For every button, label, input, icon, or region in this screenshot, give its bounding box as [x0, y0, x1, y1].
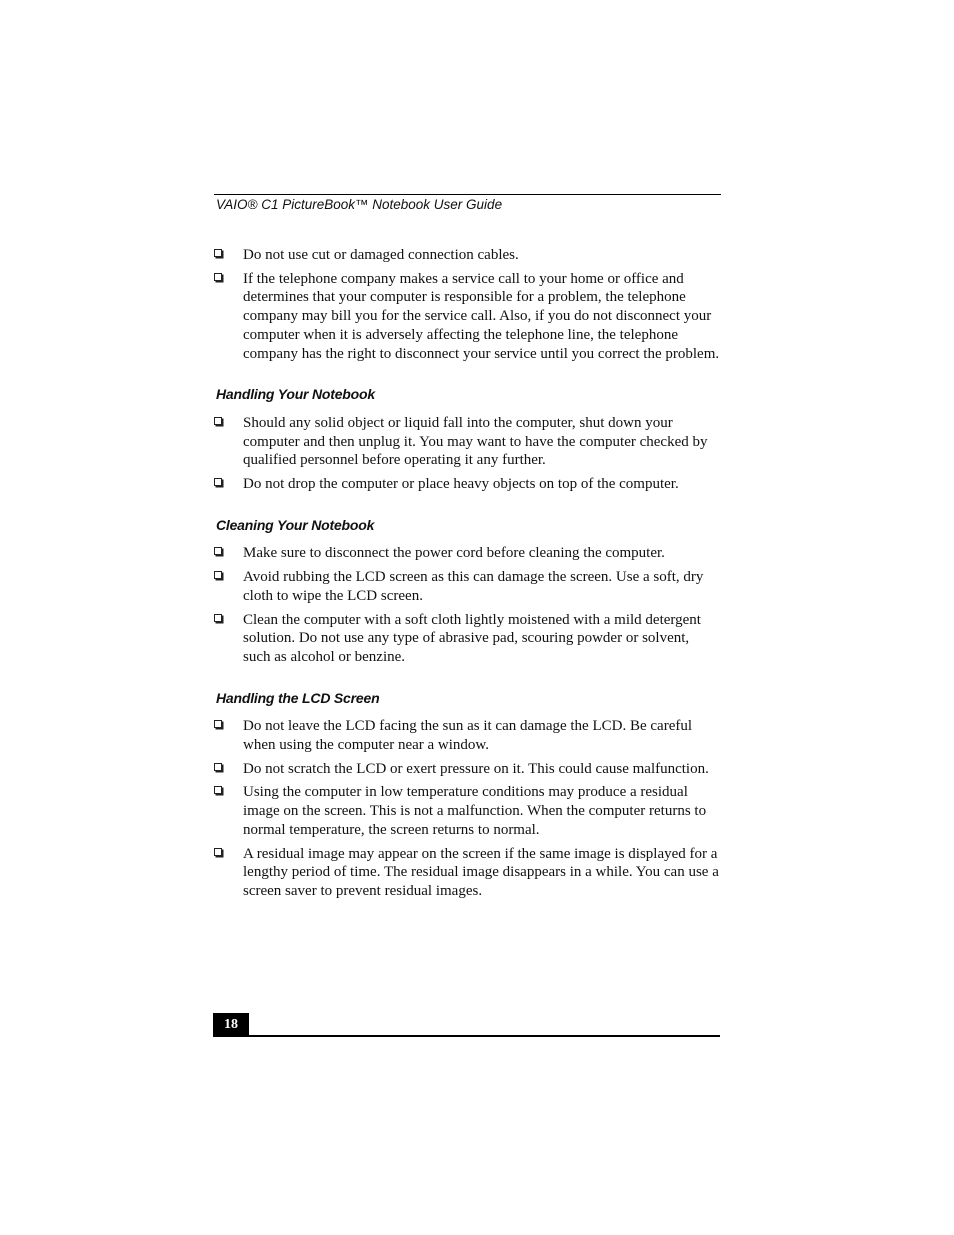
list-item [214, 783, 720, 839]
footer-rule [213, 1035, 720, 1037]
checkbox-bullet-icon [214, 249, 222, 257]
list-item-text: Make sure to disconnect the power cord before cleaning the computer. [243, 545, 665, 562]
page-footer [213, 1013, 720, 1038]
checkbox-bullet-icon [214, 720, 222, 728]
list-item [214, 611, 720, 667]
list-item [214, 568, 720, 605]
list-item-text: Do not scratch the LCD or exert pressure on it. This could cause malfunction. [243, 760, 709, 777]
page-body [214, 246, 720, 906]
checkbox-bullet-icon [214, 478, 222, 486]
section-heading-handling-notebook: Handling Your Notebook [216, 386, 375, 403]
section-heading-cleaning-notebook: Cleaning Your Notebook [216, 516, 375, 533]
list-item-text: Should any solid object or liquid fall into the computer, shut down your computer and then unplug it. You may want to have the computer checked by qualified personnel before operating it any further. [243, 414, 708, 469]
section-heading-handling-lcd: Handling the LCD Screen [216, 689, 380, 706]
list-item-text: Clean the computer with a soft cloth lightly moistened with a mild detergent solution. Do not use any type of abrasive pad, scouring powder or solvent, such as alcohol or benzine. [243, 611, 701, 665]
list-item-text: A residual image may appear on the screen if the same image is displayed for a lengthy period of time. The residual image disappears in a while. You can use a screen saver to prevent residual images. [243, 845, 719, 899]
list-item-text: If the telephone company makes a service call to your home or office and determines that your computer is responsible for a problem, the telephone company may bill you for the service call. Also, if you do not disconnect your computer when it is adversely affecting the telephone line, the telephone company has the right to disconnect your service until you correct the problem. [243, 270, 720, 362]
list-item-text: Using the computer in low temperature conditions may produce a residual image on the screen. This is not a malfunction. When the computer returns to normal temperature, the screen returns to normal. [243, 784, 707, 838]
checkbox-bullet-icon [214, 848, 222, 856]
header-rule [214, 194, 721, 195]
list-item [214, 717, 720, 754]
list-item-text: Do not use cut or damaged connection cables. [243, 247, 519, 263]
page-number: 18 [213, 1013, 249, 1036]
list-item [214, 414, 720, 470]
checkbox-bullet-icon [214, 273, 222, 281]
checkbox-bullet-icon [214, 417, 222, 425]
list-item [214, 845, 720, 901]
intro-list [214, 246, 720, 363]
handling-lcd-list [214, 717, 720, 900]
checkbox-bullet-icon [214, 614, 222, 622]
list-item-text: Do not drop the computer or place heavy objects on top of the computer. [243, 476, 679, 493]
list-item [214, 270, 720, 364]
checkbox-bullet-icon [214, 786, 222, 794]
handling-notebook-list [214, 414, 720, 494]
list-item [214, 475, 720, 494]
checkbox-bullet-icon [214, 547, 222, 555]
list-item-text: Do not leave the LCD facing the sun as it can damage the LCD. Be careful when using the computer near a window. [243, 718, 693, 754]
checkbox-bullet-icon [214, 763, 222, 771]
list-item [214, 246, 720, 265]
list-item [214, 760, 720, 779]
cleaning-notebook-list [214, 544, 720, 666]
running-header: VAIO® C1 PictureBook™ Notebook User Guide [216, 197, 503, 212]
list-item [214, 544, 720, 563]
checkbox-bullet-icon [214, 571, 222, 579]
list-item-text: Avoid rubbing the LCD screen as this can damage the screen. Use a soft, dry cloth to wipe the LCD screen. [243, 569, 704, 604]
